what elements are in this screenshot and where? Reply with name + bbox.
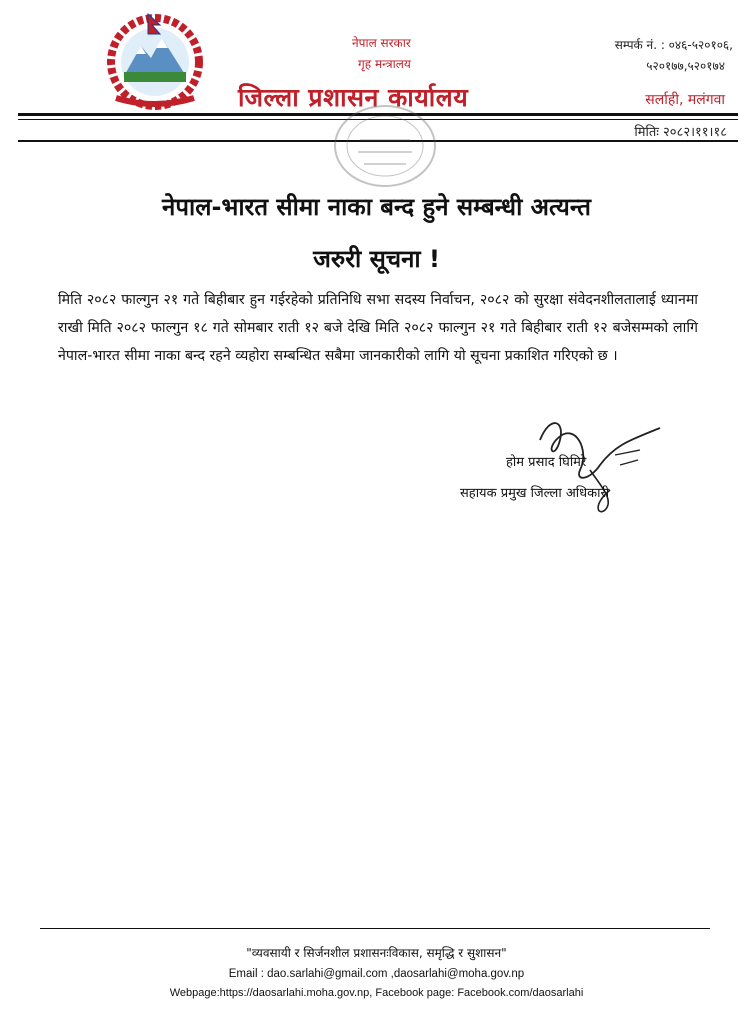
footer-email: Email : dao.sarlahi@gmail.com ,daosarlahi@moha.gov.np [228,968,525,980]
office-location: सर्लाही, मलंगवा [645,92,725,108]
footer-rule [40,928,710,929]
ministry-label: गृह मन्त्रालय [358,57,411,71]
notice-title-line-2: जरुरी सूचना ! [313,245,440,273]
notice-body: मिति २०८२ फाल्गुन २१ गते बिहीबार हुन गईरहेको प्रतिनिधि सभा सदस्य निर्वाचन, २०८२ को सुरक्षा संवेदनशीलतालाई ध्यानमा राखी मिति २०८२ फाल्गुन १८ गते सोमबार राती १२ बजे देखि मिति २०८२ फाल्गुन २१ गते बिहीबार राती १२ बजेसम्मको लागि नेपाल-भारत सीमा नाका बन्द रहने व्यहोरा सम्बन्धित सबैमा जानकारीको लागि यो सूचना प्रकाशित गरिएको छ । [58,292,698,364]
office-stamp [330,100,440,192]
nepal-emblem-logo [96,10,214,110]
government-label: नेपाल सरकार [352,36,411,50]
contact-number-line-1: सम्पर्क नं. : ०४६-५२०१०६, [614,38,733,52]
notice-title-line-1: नेपाल-भारत सीमा नाका बन्द हुने सम्बन्धी अत्यन्त [162,193,591,221]
footer-webpage: Webpage:https://daosarlahi.moha.gov.np, Facebook page: Facebook.com/daosarlahi [169,987,584,999]
office-name: जिल्ला प्रशासन कार्यालय [238,83,469,112]
signatory-title: सहायक प्रमुख जिल्ला अधिकारी [460,486,610,501]
contact-number-line-2: ५२०१७७,५२०१७४ [646,59,725,73]
footer-motto: "व्यवसायी र सिर्जनशील प्रशासनःविकास, समृद्धि र सुशासन" [246,946,507,960]
issue-date: मितिः २०८२।११।१८ [634,125,727,140]
signatory-name: होम प्रसाद घिमिरे [506,455,587,470]
